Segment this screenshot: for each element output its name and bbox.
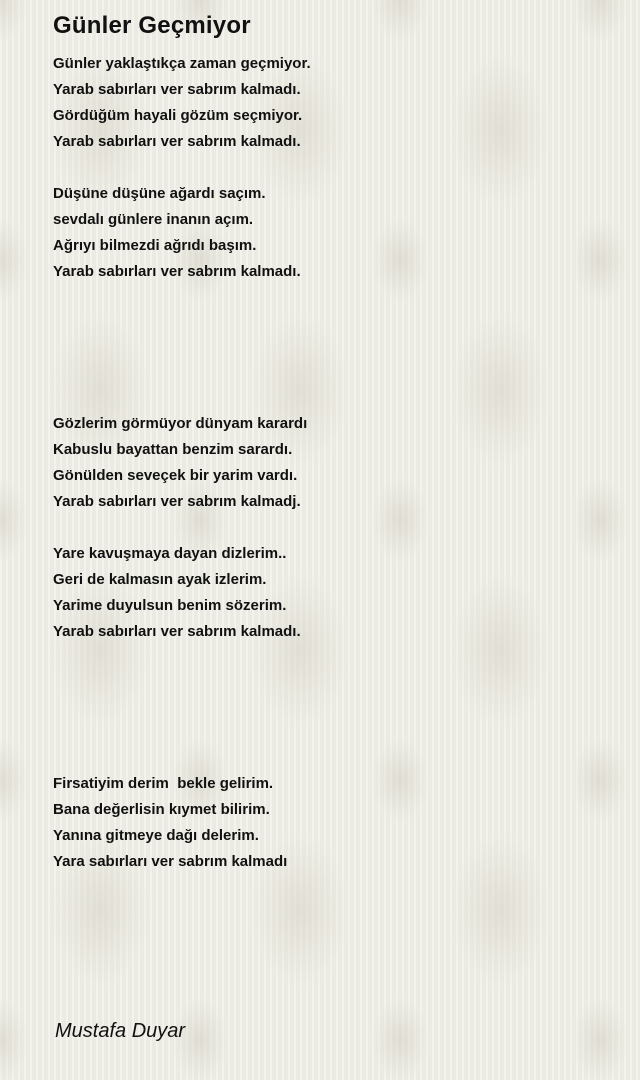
stanza-5-line-4: Yara sabırları ver sabrım kalmadı xyxy=(53,853,288,870)
stanza-2-line-3: Ağrıyı bilmezdi ağrıdı başım. xyxy=(53,237,257,254)
stanza-4-line-2: Geri de kalmasın ayak izlerim. xyxy=(53,571,267,588)
stanza-3-line-3: Gönülden seveçek bir yarim vardı. xyxy=(53,467,298,484)
stanza-3-line-2: Kabuslu bayattan benzim sarardı. xyxy=(53,441,293,458)
stanza-4-line-4: Yarab sabırları ver sabrım kalmadı. xyxy=(53,623,301,640)
stanza-5-line-1: Firsatiyim derim bekle gelirim. xyxy=(53,775,274,792)
stanza-1-line-2: Yarab sabırları ver sabrım kalmadı. xyxy=(53,81,301,98)
stanza-1-line-4: Yarab sabırları ver sabrım kalmadı. xyxy=(53,133,301,150)
stanza-2-line-2: sevdalı günlere inanın açım. xyxy=(53,211,254,228)
stanza-1-line-1: Günler yaklaştıkça zaman geçmiyor. xyxy=(53,55,311,72)
stanza-5-line-2: Bana değerlisin kıymet bilirim. xyxy=(53,801,270,818)
stanza-3-line-4: Yarab sabırları ver sabrım kalmadj. xyxy=(53,493,301,510)
stanza-4-line-1: Yare kavuşmaya dayan dizlerim.. xyxy=(53,545,287,562)
stanza-3-line-1: Gözlerim görmüyor dünyam karardı xyxy=(53,415,308,432)
stanza-2-line-1: Düşüne düşüne ağardı saçım. xyxy=(53,185,266,202)
poem-title: Günler Geçmiyor xyxy=(53,12,251,39)
stanza-4-line-3: Yarime duyulsun benim sözerim. xyxy=(53,597,287,614)
stanza-5-line-3: Yanına gitmeye dağı delerim. xyxy=(53,827,259,844)
stanza-1-line-3: Gördüğüm hayali gözüm seçmiyor. xyxy=(53,107,303,124)
poem-author: Mustafa Duyar xyxy=(55,1020,186,1042)
stanza-2-line-4: Yarab sabırları ver sabrım kalmadı. xyxy=(53,263,301,280)
